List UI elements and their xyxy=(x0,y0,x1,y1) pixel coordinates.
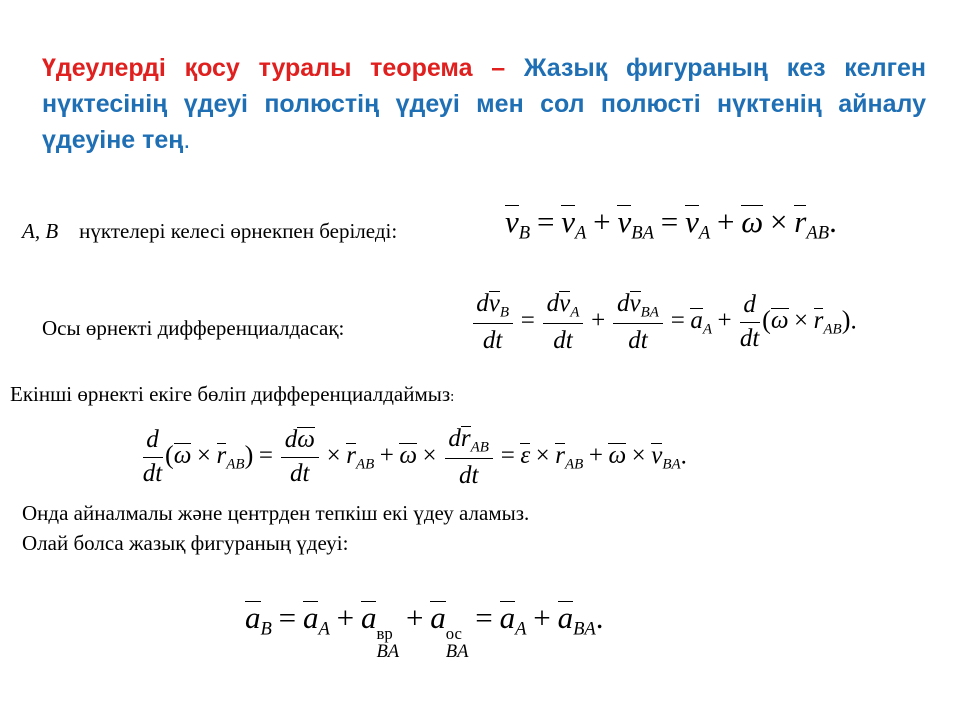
points-label: A, B xyxy=(22,219,59,243)
line-differentiate: Осы өрнекті дифференциалдасақ: xyxy=(42,316,345,340)
formula-derivative: $\frac{dv_B}{dt}$ = $\frac{dv_A}{dt}$ + $\frac{dv_{BA}}{dt}$ = $a_A$ + $\frac{d}{dt}$ $(\omega \times r_{AB})$. xyxy=(470,290,857,355)
theorem-end: . xyxy=(183,126,191,154)
line-components: Онда айналмалы және центрден тепкіш екі үдеу аламыз. xyxy=(22,501,530,525)
points-text: нүктелері келесі өрнекпен беріледі: xyxy=(79,219,398,243)
theorem-statement xyxy=(42,50,926,158)
theorem-title: Үдеулерді қосу туралы теорема xyxy=(42,54,473,82)
formula-acceleration: $a_B = a_A + a$ вр BA + a ос BA = $a_A + a_{BA}$. xyxy=(245,600,604,662)
line-conclusion: Олай болса жазық фигураның үдеуі: xyxy=(22,531,349,555)
line-split: Екінші өрнекті екіге бөліп дифференциалдаймыз: xyxy=(10,382,455,406)
formula-velocity: $v_B = v_A + v_{BA} = v_A + \omega \times r_{AB}$. xyxy=(505,204,837,244)
line-points xyxy=(22,219,397,244)
theorem-body: Жазық фигураның кез келген нүктесінің үдеуі полюстің үдеуі мен сол полюсті нүктенің айналу үдеуіне тең xyxy=(42,54,927,154)
theorem-dash: – xyxy=(472,54,524,82)
formula-split: $\frac{d}{dt}$ $(\omega \times r_{AB})$ = $\frac{d\omega}{dt}$ × $r_{AB} + \omega$ × $\frac{dr_{AB}}{dt}$ = $\varepsilon \times r_{AB} + \omega \times v_{BA}$. xyxy=(142,425,687,489)
